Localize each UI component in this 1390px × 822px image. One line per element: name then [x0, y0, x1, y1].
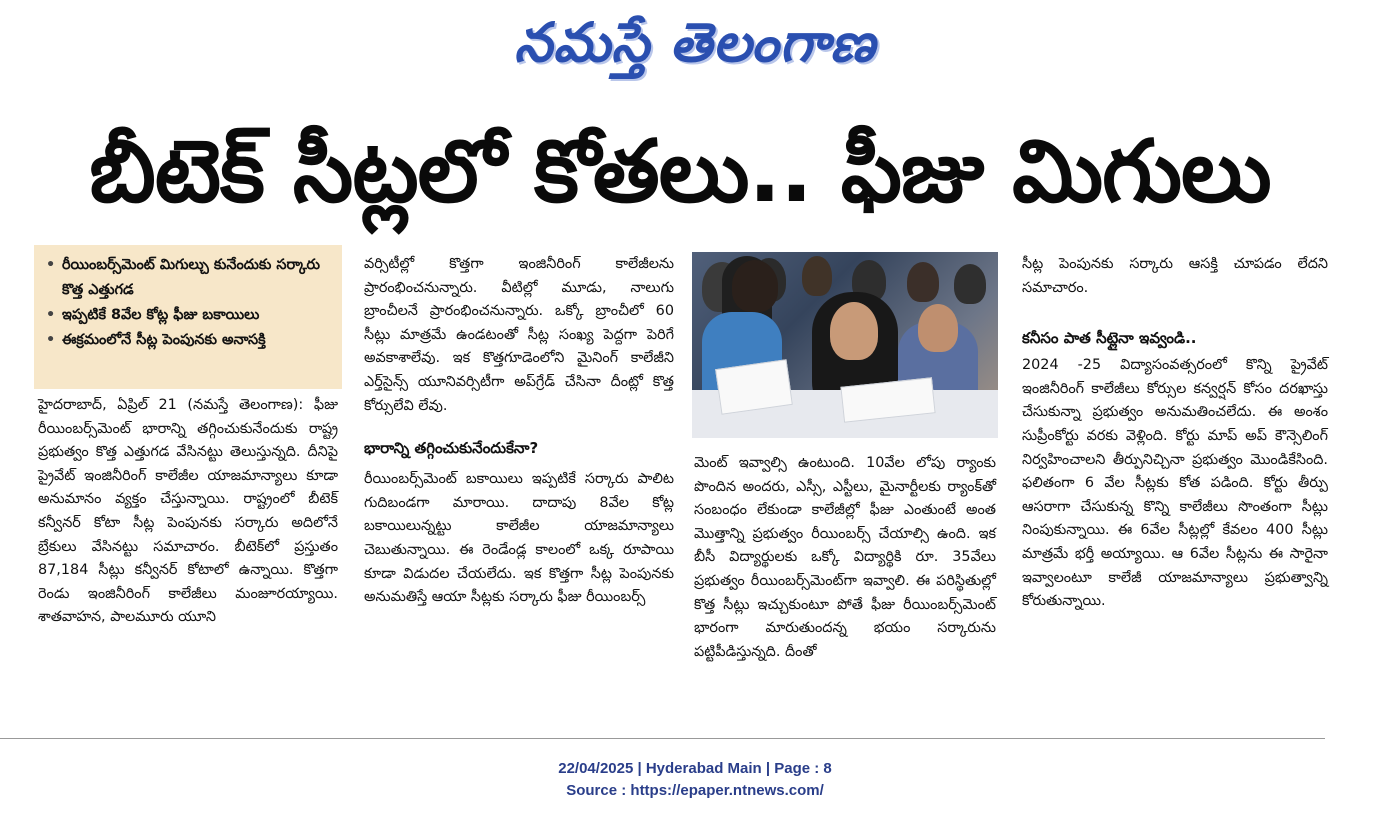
column-1-text: హైదరాబాద్, ఏప్రిల్ 21 (నమస్తే తెలంగాణ): ఫీజు రీయింబర్స్‌మెంట్ భారాన్ని తగ్గించుకునేందుకు రాష్ట్ర ప్రభుత్వం కొత్త ఎత్తుగడ వేసినట్టు తెలుస్తున్నది. దీనిపై ప్రైవేట్ ఇంజినీరింగ్ కాలేజీల యాజమాన్యాలు కూడా అనుమానం వ్యక్తం చేస్తున్నాయి. రాష్ట్రంలో బీటెక్ కన్వీనర్ కోటా సీట్ల పెంపునకు సర్కారు అదిలోనే బ్రేకులు వేసినట్టు సమాచారం. బీటెక్‌లో ప్రస్తుతం 87,184 సీట్లు కన్వీనర్ కోటాలో ఉన్నాయి. కొత్తగా రెండు ఇంజినీరింగ్ కాలేజీలు మంజూరయ్యాయి. శాతవాహన, పాలమూరు యూని [38, 397, 338, 626]
column-4-subhead: కనీసం పాత సీట్లైనా ఇవ్వండి.. [1022, 329, 1197, 348]
column-4-text: సీట్ల పెంపునకు సర్కారు ఆసక్తి చూపడం లేదని సమాచారం. [1022, 256, 1328, 296]
column-3-text: మెంట్ ఇవ్వాల్సి ఉంటుంది. 10వేల లోపు ర్యాంకు పొందిన అందరు, ఎస్సీ, ఎస్టీలు, మైనార్టీలకు ర్యాంక్‌తో సంబంధం లేకుండా కాలేజీల్లో ఫీజు ఎంతుంటే అంత మొత్తాన్ని ప్రభుత్వం రీయింబర్స్ చేయాల్సి ఉంది. ఇక బీసీ విద్యార్థులకు ఒక్కో విద్యార్థికి రూ. 35వేలు ప్రభుత్వం రీయింబర్స్‌మెంట్‌గా ఇవ్వాలి. ఈ పరిస్థితుల్లో కొత్త సీట్లు ఇచ్చుకుంటూ పోతే ఫీజు రీయింబర్స్‌మెంట్ భారంగా మారుతుందన్న భయం సర్కారును పట్టిపీడిస్తున్నది. దీంతో [694, 455, 996, 660]
column-2-text: వర్సిటీల్లో కొత్తగా ఇంజినీరింగ్ కాలేజీలను ప్రారంభించనున్నారు. వీటిల్లో మూడు, నాలుగు బ్రాంచీలనే ప్రారంభించనున్నారు. ఒక్కో బ్రాంచీలో 60 సీట్లు మాత్రమే ఉండటంతో సీట్ల సంఖ్య పెద్దగా పెరిగే అవకాశాలేవు. ఇక కొత్తగూడెంలోని మైనింగ్ కాలేజీని ఎర్త్‌సైన్స్ యూనివర్సిటీగా అప్‌గ్రేడ్ చేసినా దీంట్లో కొత్త కోర్సులేవి లేవు. [364, 256, 674, 414]
article-column-4 [1022, 253, 1328, 723]
masthead [0, 0, 1390, 84]
highlight-item: • రీయింబర్స్‌మెంట్ మిగుల్చు కునేందుకు సర్కారు కొత్త ఎత్తుగడ [44, 253, 336, 303]
article-headline-container [30, 108, 1330, 238]
article-headline: బీటెక్ సీట్లలో కోతలు.. ఫీజు మిగులు [89, 122, 1271, 222]
highlight-item: • ఇప్పటికే 8వేల కోట్ల ఫీజు బకాయిలు [44, 303, 336, 328]
article-photo-students [692, 252, 998, 438]
column-2-subhead: భారాన్ని తగ్గించుకునేందుకేనా? [364, 439, 539, 458]
article-column-2 [364, 253, 674, 723]
article-column-3 [694, 452, 996, 722]
footer-divider [0, 738, 1325, 739]
footer-source-link: Source : https://epaper.ntnews.com/ [566, 782, 824, 799]
highlights-box [34, 245, 342, 389]
column-2-text-2: రీయింబర్స్‌మెంట్ బకాయిలు ఇప్పటికే సర్కారు పాలిట గుదిబండగా మారాయి. దాదాపు 8వేల కోట్ల బకాయిలున్నట్టు కాలేజీల యాజమాన్యాలు చెబుతున్నాయి. ఈ రెండేండ్ల కాలంలో ఒక్క రూపాయి కూడా విడుదల చేయలేదు. ఇక కొత్తగా సీట్ల పెంపునకు అనుమతిస్తే ఆయా సీట్లకు సర్కారు ఫీజు రీయింబర్స్ [364, 471, 674, 606]
page-footer [0, 758, 1390, 802]
highlight-item: • ఈక్రమంలోనే సీట్ల పెంపునకు అనాసక్తి [44, 328, 336, 353]
footer-edition-info: 22/04/2025 | Hyderabad Main | Page : 8 [558, 760, 832, 777]
column-4-text-2: 2024 -25 విద్యాసంవత్సరంలో కొన్ని ప్రైవేట్ ఇంజినీరింగ్ కాలేజీలు కోర్సుల కన్వర్షన్ కోసం దరఖాస్తు చేసుకున్నా ప్రభుత్వం అనుమతించలేదు. ఈ అంశం సుప్రీంకోర్టు వరకు వెళ్లింది. కోర్టు మాప్ అప్ కౌన్సెలింగ్ నిర్వహించాలని తీర్పునిచ్చినా ప్రభుత్వం మొండికేసింది. ఫలితంగా 6 వేల సీట్లకు కోత పడింది. కోర్టు తీర్పు ఆసరాగా చేసుకున్న కొన్ని కాలేజీలు సొంతంగా సీట్లు నింపుకున్నాయి. ఈ 6వేల సీట్లల్లో కేవలం 400 సీట్లు మాత్రమే భర్తీ అయ్యాయి. ఆ 6వేల సీట్లను ఈ సారైనా ఇవ్వాలంటూ కాలేజీ యాజమాన్యాలు ప్రభుత్వాన్ని కోరుతున్నాయి. [1022, 357, 1328, 610]
newspaper-title: నమస్తే తెలంగాణ [514, 10, 876, 74]
article-column-1 [38, 394, 338, 724]
